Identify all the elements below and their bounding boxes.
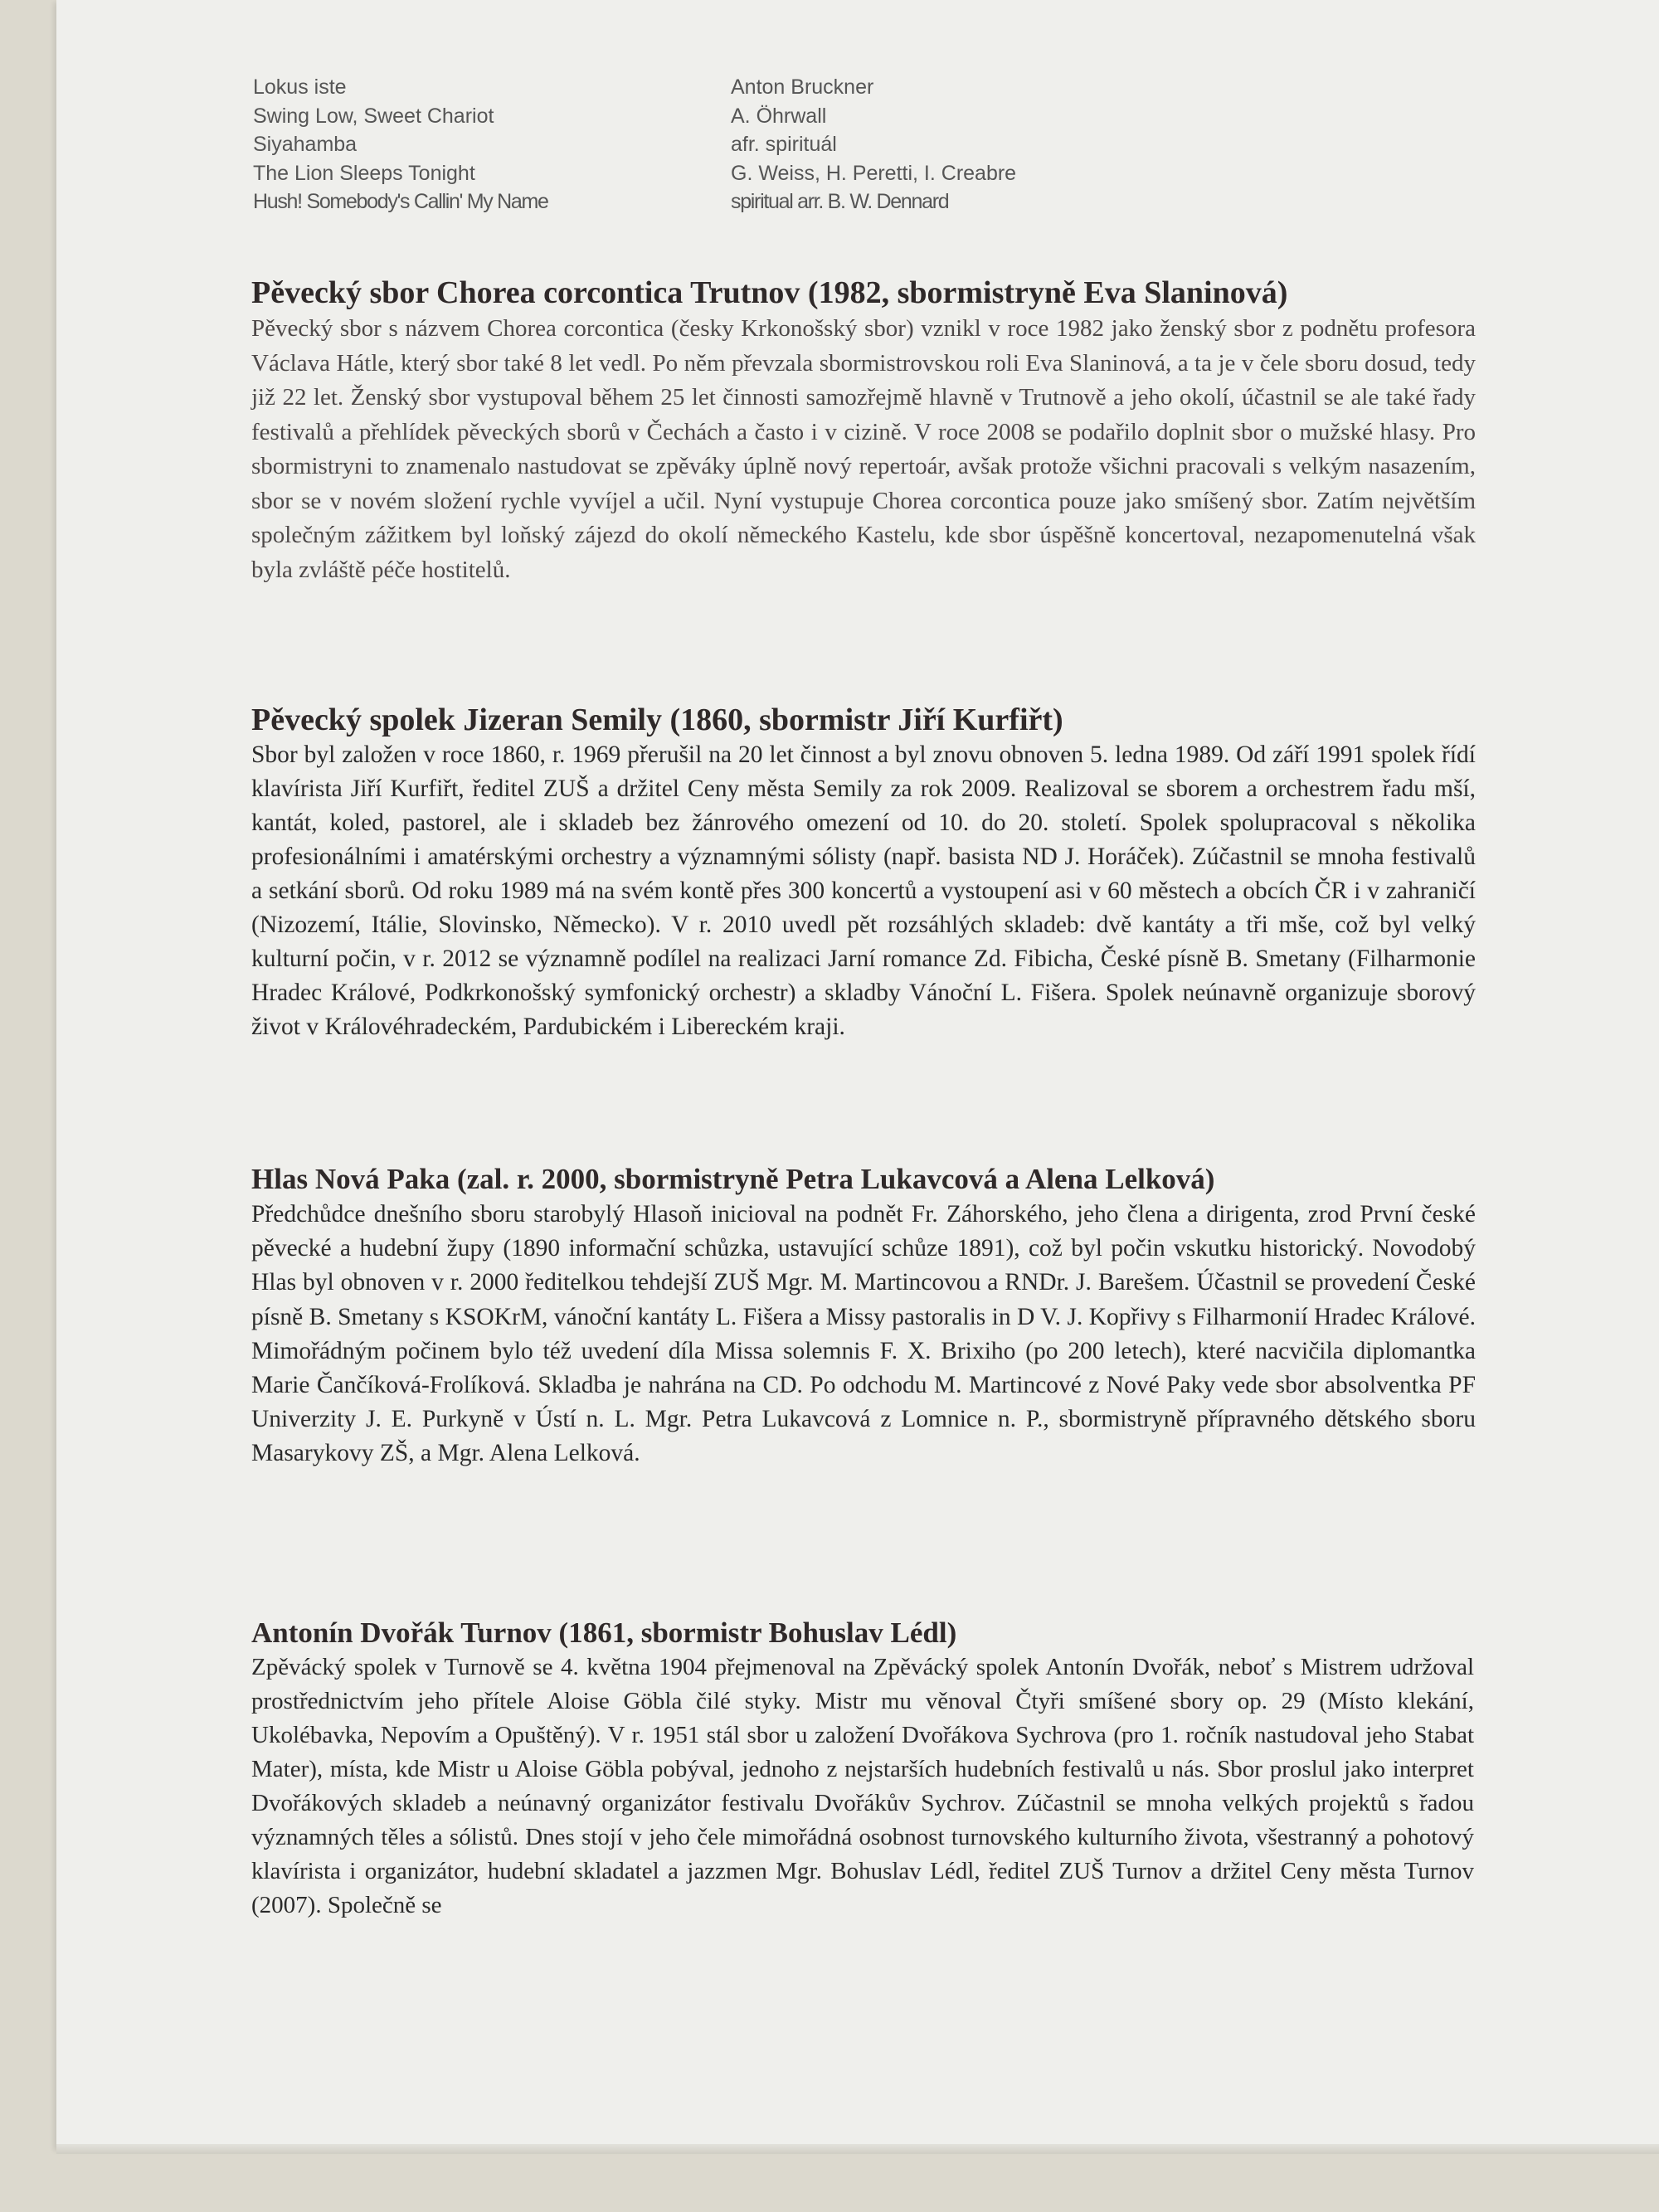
paper-edge bbox=[56, 2144, 1659, 2154]
section-heading: Pěvecký spolek Jizeran Semily (1860, sbormistr Jiří Kurfiřt) bbox=[251, 702, 1063, 737]
program-item bbox=[253, 73, 1082, 102]
piece-title: Swing Low, Sweet Chariot bbox=[253, 104, 494, 128]
composer-name: afr. spirituál bbox=[731, 133, 837, 156]
choir-section-antonin-dvorak bbox=[251, 1616, 1474, 1923]
composer-name: Anton Bruckner bbox=[731, 75, 874, 99]
section-body: Sbor byl založen v roce 1860, r. 1969 přerušil na 20 let činnost a byl znovu obnoven 5. ledna 1989. Od září 1991 spolek řídí klavírista Jiří Kurfiřt, ředitel ZUŠ a držitel Ceny města Semily za rok 2009. Realizoval se sborem a orchestrem řadu mší, kantát, koled, pastorel, ale i skladeb bez žánrového omezení od 10. do 20. století. Spolek spolupracoval s několika profesionálními i amatérskými orchestry a významnými sólisty (např. basista ND J. Horáček). Zúčastnil se mnoha festivalů a setkání sborů. Od roku 1989 má na svém kontě přes 300 koncertů a vystoupení asi v 60 městech a obcích ČR i v zahraničí (Nizozemí, Itálie, Slovinsko, Německo). V r. 2010 uvedl pět rozsáhlých skladeb: dvě kantáty a tři mše, což byl velký kulturní počin, v r. 2012 se významně podílel na realizaci Jarní romance Zd. Fibicha, České písně B. Smetany (Filharmonie Hradec Králové, Podkrkonošský symfonický orchestr) a skladby Vánoční L. Fišera. Spolek neúnavně organizuje sborový život v Královéhradeckém, Pardubickém i Libereckém kraji. bbox=[251, 741, 1476, 1040]
choir-section-jizeran bbox=[251, 702, 1476, 1044]
program-item bbox=[253, 187, 1082, 216]
section-body: Zpěvácký spolek v Turnově se 4. května 1904 přejmenoval na Zpěvácký spolek Antonín Dvořák, neboť s Mistrem udržoval prostřednictvím jeho přítele Aloise Göbla čilé styky. Mistr mu věnoval Čtyři smíšené sbory op. 29 (Místo klekání, Ukolébavka, Nepovím a Opuštěný). V r. 1951 stál sbor u založení Dvořákova Sychrova (pro 1. ročník nastudoval jeho Stabat Mater), místa, kde Mistr u Aloise Göbla pobýval, jednoho z nejstarších hudebních festivalů u nás. Sbor proslul jako interpret Dvořákových skladeb a neúnavný organizátor festivalu Dvořákův Sychrov. Zúčastnil se mnoha velkých projektů s řadou významných těles a sólistů. Dnes stojí v jeho čele mimořádná osobnost turnovského kulturního života, všestranný a pohotový klavírista i organizátor, hudební skladatel a jazzmen Mgr. Bohuslav Lédl, ředitel ZUŠ Turnov a držitel Ceny města Turnov (2007). Společně se bbox=[251, 1654, 1474, 1918]
program-item bbox=[253, 159, 1082, 188]
program-item bbox=[253, 102, 1082, 131]
section-body: Předchůdce dnešního sboru starobylý Hlasoň inicioval na podnět Fr. Záhorského, jeho člena a dirigenta, zrod První české pěvecké a hudební župy (1890 informační schůzka, ustavující schůze 1891), což byl počin vskutku historický. Novodobý Hlas byl obnoven v r. 2000 ředitelkou tehdejší ZUŠ Mgr. M. Martincovou a RNDr. J. Barešem. Účastnil se provedení České písně B. Smetany s KSOKrM, vánoční kantáty L. Fišera a Missy pastoralis in D V. J. Kopřivy s Filharmonií Hradec Králové. Mimořádným počinem bylo též uvedení díla Missa solemnis F. X. Brixiho (po 200 letech), které nacvičila diplomantka Marie Čančíková-Frolíková. Skladba je nahrána na CD. Po odchodu M. Martincové z Nové Paky vede sbor absolventka PF Univerzity J. E. Purkyně v Ústí n. L. Mgr. Petra Lukavcová z Lomnice n. P., sbormistryně přípravného dětského sboru Masarykovy ZŠ, a Mgr. Alena Lelková. bbox=[251, 1201, 1476, 1467]
composer-name: spiritual arr. B. W. Dennard bbox=[731, 190, 949, 213]
composer-name: A. Öhrwall bbox=[731, 104, 827, 128]
choir-section-chorea-corcontica bbox=[251, 274, 1476, 587]
section-body: Pěvecký sbor s názvem Chorea corcontica (česky Krkonošský sbor) vznikl v roce 1982 jako ženský sbor z podnětu profesora Václava Hátle, který sbor také 8 let vedl. Po něm převzala sbormistrovskou roli Eva Slaninová, a ta je v čele sboru dosud, tedy již 22 let. Ženský sbor vystupoval během 25 let činnosti samozřejmě hlavně v Trutnově a jeho okolí, účastnil se ale také řady festivalů a přehlídek pěveckých sborů v Čechách a často i v cizině. V roce 2008 se podařilo doplnit sbor o mužské hlasy. Pro sbormistryni to znamenalo nastudovat se zpěváky úplně nový repertoár, avšak protože všichni pracovali s velkým nasazením, sbor se v novém složení rychle vyvíjel a učil. Nyní vystupuje Chorea corcontica pouze jako smíšený sbor. Zatím největším společným zážitkem byl loňský zájezd do okolí německého Kastelu, kde sbor úspěšně koncertoval, nezapomenutelná však byla zvláště péče hostitelů. bbox=[251, 315, 1476, 583]
piece-title: The Lion Sleeps Tonight bbox=[253, 161, 475, 185]
program-list bbox=[253, 73, 1082, 216]
program-item bbox=[253, 130, 1082, 159]
piece-title: Lokus iste bbox=[253, 75, 347, 99]
section-heading: Hlas Nová Paka (zal. r. 2000, sbormistryně Petra Lukavcová a Alena Lelková) bbox=[251, 1163, 1215, 1195]
choir-section-hlas-nova-paka bbox=[251, 1161, 1476, 1471]
section-heading: Antonín Dvořák Turnov (1861, sbormistr Bohuslav Lédl) bbox=[251, 1616, 957, 1649]
composer-name: G. Weiss, H. Peretti, I. Creabre bbox=[731, 161, 1017, 185]
piece-title: Hush! Somebody's Callin' My Name bbox=[253, 190, 548, 213]
piece-title: Siyahamba bbox=[253, 133, 358, 156]
section-heading: Pěvecký sbor Chorea corcontica Trutnov (1982, sbormistryně Eva Slaninová) bbox=[251, 275, 1288, 310]
